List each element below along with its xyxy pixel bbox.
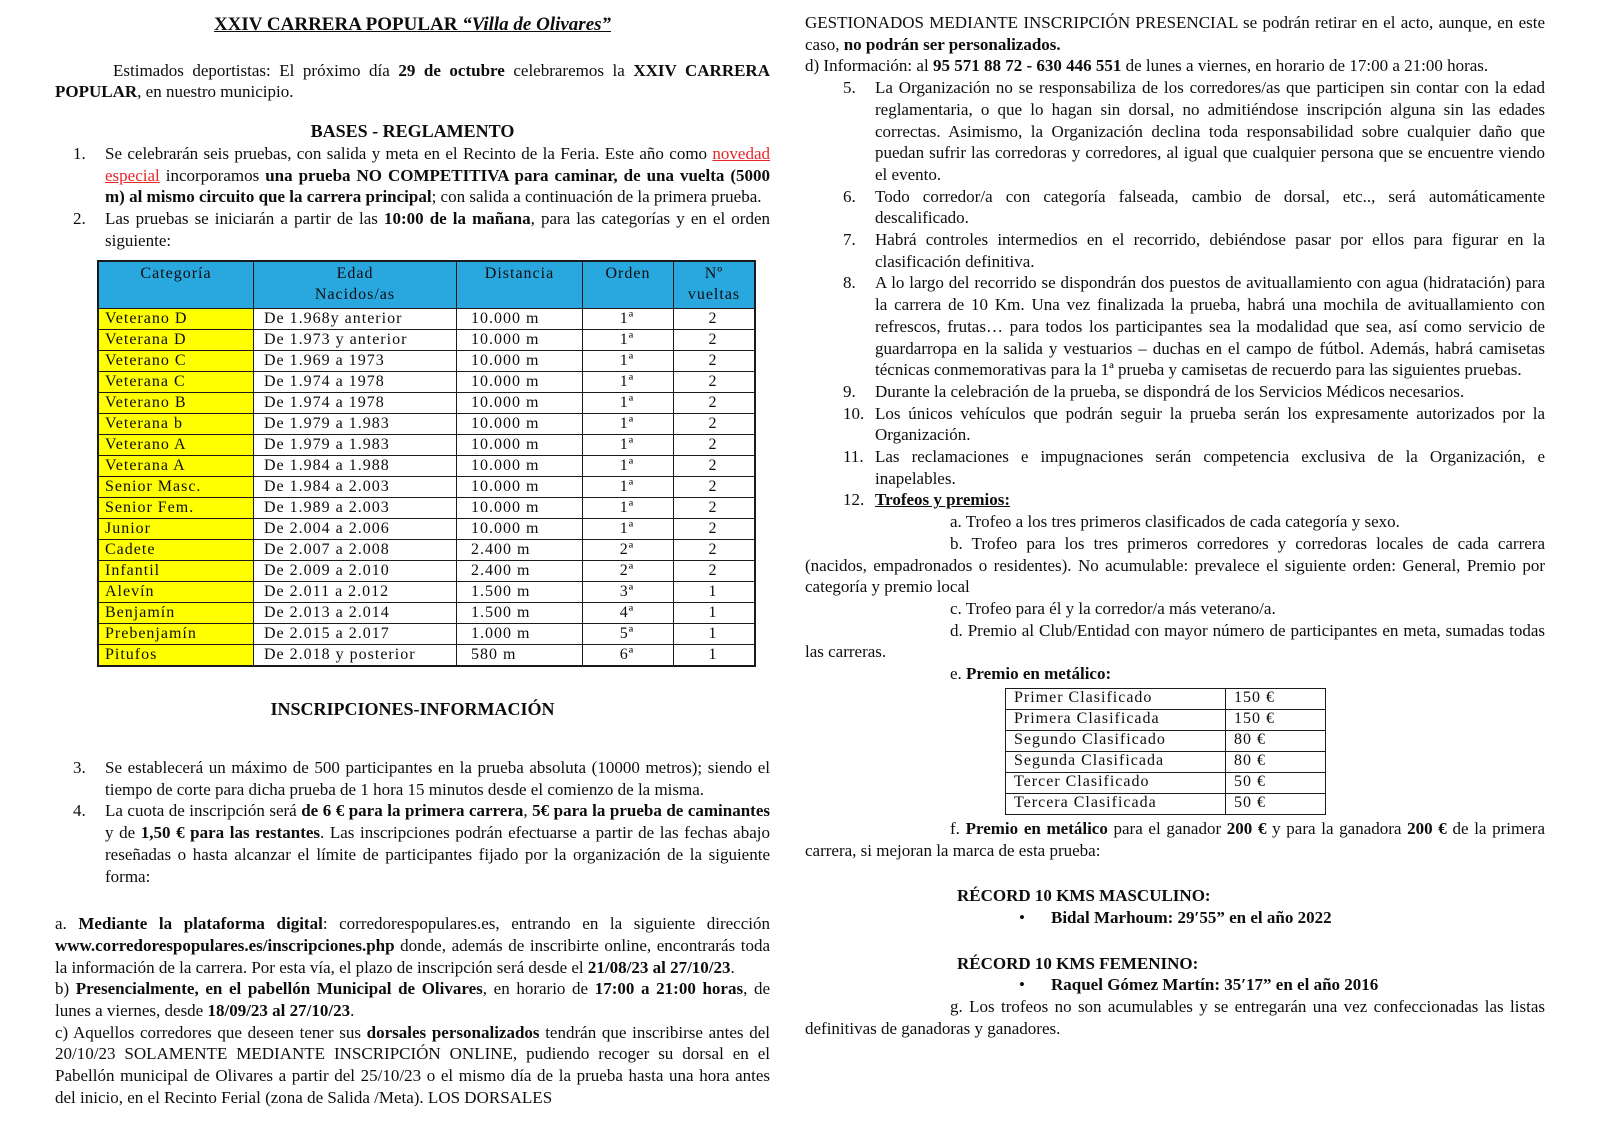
table-cell: 3ª [583, 582, 674, 603]
item-text [105, 801, 770, 885]
table-row [1006, 793, 1326, 814]
text-run: a. Trofeo a los tres primeros clasificados de cada categoría y sexo. [950, 512, 1400, 532]
trophy-item-e [805, 663, 1545, 685]
intro-paragraph [55, 60, 770, 103]
paragraph-b [55, 978, 770, 1021]
table-cell: 10.000 m [457, 477, 583, 498]
table-row [98, 582, 755, 603]
table-cell: 2 [674, 372, 756, 393]
item-number: 5. [843, 78, 856, 98]
item-number: 6. [843, 186, 856, 206]
text-run: tendrán que inscribirse antes del 20/10/23 SOLAMENTE MEDIANTE INSCRIPCIÓN ONLINE, pudiendo recoger su dorsal en el Pabellón municipal de Olivares a partir del 25/10/23 o el mismo día de la prueba hasta una hora antes del inicio, en el Recinto Ferial (zona de Salida /Meta). LOS DORSALES [55, 1022, 770, 1107]
text-run: . Las inscripciones podrán efectuarse a partir de las fechas abajo reseñadas o hasta alcanzar el límite de participantes fijado por la organización de la siguiente forma: [105, 823, 770, 886]
table-cell: 4ª [583, 603, 674, 624]
regulation-item-10 [805, 403, 1545, 446]
table-cell: 1ª [583, 393, 674, 414]
table-cell: Junior [98, 519, 254, 540]
regulation-item-4 [55, 800, 770, 887]
text-run: Todo corredor/a con categoría falseada, cambio de dorsal, etc.., será automáticamente descalificado. [875, 186, 1545, 228]
table-row [98, 603, 755, 624]
table-cell: 1ª [583, 351, 674, 372]
item-text [875, 78, 1545, 184]
table-cell: Segundo Clasificado [1006, 730, 1226, 751]
bullet-icon: • [1019, 975, 1025, 995]
table-cell: Infantil [98, 561, 254, 582]
text-run: b) [55, 979, 76, 999]
text-run: 17:00 a 21:00 horas [594, 979, 744, 999]
table-cell: 1ª [583, 456, 674, 477]
table-cell: De 1.979 a 1.983 [254, 435, 457, 456]
table-row [1006, 772, 1326, 793]
table-row [98, 645, 755, 667]
table-cell: 2ª [583, 561, 674, 582]
item-text [875, 490, 1010, 509]
table-cell: 2 [674, 561, 756, 582]
table-cell: De 2.011 a 2.012 [254, 582, 457, 603]
table-header-row [98, 261, 755, 309]
text-run: Se celebrarán seis pruebas, con salida y meta en el Recinto de la Feria. Este año como [105, 143, 713, 163]
table-row [98, 309, 755, 330]
categories-table [97, 260, 756, 667]
table-row [98, 498, 755, 519]
table-cell: 2 [674, 435, 756, 456]
table-cell: Tercer Clasificado [1006, 772, 1226, 793]
table-cell: 80 € [1226, 730, 1326, 751]
table-cell: 50 € [1226, 793, 1326, 814]
text-run: La cuota de inscripción será [105, 801, 302, 821]
text-run: de lunes a viernes, en horario de 17:00 a 21:00 horas. [1121, 56, 1489, 76]
table-cell: 150 € [1226, 688, 1326, 709]
item-text [875, 187, 1545, 228]
table-cell: 2 [674, 330, 756, 351]
table-cell: De 2.018 y posterior [254, 645, 457, 667]
table-cell: 2.400 m [457, 561, 583, 582]
text-run: no podrán ser personalizados. [843, 34, 1061, 54]
prize-money-table [1005, 688, 1326, 815]
table-cell: 10.000 m [457, 456, 583, 477]
paragraph-c [55, 1022, 770, 1109]
table-cell: 2 [674, 309, 756, 330]
table-row [98, 414, 755, 435]
item-number: 2. [73, 208, 86, 228]
column-header: Edad Nacidos/as [254, 261, 457, 309]
table-cell: De 1.973 y anterior [254, 330, 457, 351]
table-cell: Veterana b [98, 414, 254, 435]
regulation-item-6 [805, 186, 1545, 229]
table-cell: Tercera Clasificada [1006, 793, 1226, 814]
table-cell: 1ª [583, 435, 674, 456]
record-female-entry [805, 974, 1545, 996]
item-text [875, 382, 1464, 401]
regulation-item-2 [55, 208, 770, 251]
table-cell: 1ª [583, 309, 674, 330]
text-run: e. [950, 664, 967, 684]
text-run: 200 € [1226, 818, 1267, 838]
text-run: 200 € [1407, 818, 1447, 838]
table-cell: 2 [674, 477, 756, 498]
table-cell: 2 [674, 414, 756, 435]
record-male-text: Bidal Marhoum: 29′55” en el año 2022 [1051, 907, 1332, 927]
table-row [98, 372, 755, 393]
table-cell: 2 [674, 519, 756, 540]
regulation-item-11 [805, 446, 1545, 489]
table-cell: De 1.974 a 1978 [254, 393, 457, 414]
text-run: Las pruebas se iniciarán a partir de las [105, 208, 384, 228]
table-cell: 2ª [583, 540, 674, 561]
item-text [875, 273, 1545, 379]
table-cell: 1 [674, 603, 756, 624]
text-run: . [730, 957, 735, 977]
text-run: de la primera carrera, si mejoran la marca de esta prueba: [805, 818, 1545, 860]
table-cell: 2 [674, 498, 756, 519]
table-cell: Primera Clasificada [1006, 709, 1226, 730]
text-run: Habrá controles intermedios en el recorrido, debiéndose pasar por ellos para figurar en la clasificación definitiva. [875, 230, 1545, 271]
regulation-item-7 [805, 229, 1545, 272]
table-cell: De 1.969 a 1973 [254, 351, 457, 372]
table-cell: Veterana D [98, 330, 254, 351]
item-text [105, 209, 770, 250]
item-text [875, 404, 1545, 445]
table-cell: 2 [674, 351, 756, 372]
table-cell: De 2.007 a 2.008 [254, 540, 457, 561]
text-run: g. Los trofeos no son acumulables y se entregarán una vez confeccionadas las listas definitivas de ganadoras y ganadores. [805, 997, 1545, 1038]
regulation-item-9 [805, 381, 1545, 403]
table-cell: Veterana A [98, 456, 254, 477]
table-cell: 10.000 m [457, 414, 583, 435]
record-female-heading: RÉCORD 10 KMS FEMENINO: [957, 953, 1199, 973]
text-run: 18/09/23 al 27/10/23 [207, 1001, 351, 1021]
text-run: 21/08/23 al 27/10/23 [587, 957, 731, 977]
table-cell: Senior Fem. [98, 498, 254, 519]
text-run: 95 571 88 72 - 630 446 551 [932, 56, 1122, 76]
table-cell: 50 € [1226, 772, 1326, 793]
table-cell: 10.000 m [457, 393, 583, 414]
table-cell: 1ª [583, 414, 674, 435]
text-run: Presencialmente, en el pabellón Municipal de Olivares [75, 979, 483, 999]
table-row [1006, 730, 1326, 751]
text-run: ; con salida a continuación de la primera prueba. [431, 187, 762, 207]
bases-heading: BASES - REGLAMENTO [310, 121, 515, 142]
table-cell: 1ª [583, 498, 674, 519]
table-cell: 2 [674, 540, 756, 561]
table-cell: 150 € [1226, 709, 1326, 730]
table-cell: Segunda Clasificada [1006, 751, 1226, 772]
column-header: Categoría [98, 261, 254, 309]
left-column [55, 12, 770, 1109]
text-run: una prueba NO COMPETITIVA para caminar, de una vuelta (5000 m) al mismo circuito que la carrera principal [105, 165, 770, 207]
text-run: c. Trofeo para él y la corredor/a más veterano/a. [950, 598, 1276, 618]
item-number: 8. [843, 273, 856, 293]
table-cell: 2.400 m [457, 540, 583, 561]
table-cell: Cadete [98, 540, 254, 561]
text-run: Mediante la plataforma digital [78, 914, 323, 934]
text-run: , [523, 801, 533, 821]
regulation-item-8 [805, 272, 1545, 381]
table-cell: 10.000 m [457, 519, 583, 540]
text-run: d) Información: al [805, 56, 933, 76]
paragraph-a [55, 913, 770, 978]
table-cell: 6ª [583, 645, 674, 667]
table-cell: De 1.989 a 2.003 [254, 498, 457, 519]
item-number: 4. [73, 801, 86, 821]
record-male-entry [805, 907, 1545, 929]
table-row [98, 330, 755, 351]
text-run: 10:00 de la mañana [383, 208, 531, 228]
table-cell: 5ª [583, 624, 674, 645]
item-number: 12. [843, 490, 865, 510]
text-run: c) Aquellos corredores que deseen tener sus [55, 1022, 367, 1042]
table-row [98, 393, 755, 414]
table-cell: Veterano B [98, 393, 254, 414]
text-run: La Organización no se responsabiliza de los corredores/as que participen sin contar con la edad reglamentaria, o que lo hagan sin dorsal, no admitiéndose inscripción alguna sin las edades correctas. Asimismo, la Organización declina toda responsabilidad sobre cualquier daño que puedan sufrir las corredoras y corredores, al igual que cualquier persona que se encuentre viendo el evento. [875, 78, 1545, 184]
text-run: Premio en metálico [965, 818, 1108, 838]
trophy-item-d [805, 620, 1545, 663]
table-cell: 580 m [457, 645, 583, 667]
text-run: 29 de octubre [398, 60, 505, 80]
table-cell: 10.000 m [457, 372, 583, 393]
table-row [98, 540, 755, 561]
item-text [105, 144, 770, 206]
item-text [105, 758, 770, 799]
table-cell: Veterano C [98, 351, 254, 372]
table-row [98, 456, 755, 477]
table-cell: 80 € [1226, 751, 1326, 772]
table-cell: 10.000 m [457, 351, 583, 372]
text-run: para el ganador [1107, 818, 1227, 838]
column-header: Distancia [457, 261, 583, 309]
continuation-paragraph [805, 12, 1545, 55]
table-cell: De 2.015 a 2.017 [254, 624, 457, 645]
table-cell: Senior Masc. [98, 477, 254, 498]
table-cell: De 1.974 a 1978 [254, 372, 457, 393]
text-run: , en horario de [482, 979, 595, 999]
bullet-icon: • [1019, 907, 1025, 927]
table-cell: 1ª [583, 372, 674, 393]
text-run: d. Premio al Club/Entidad con mayor número de participantes en meta, sumadas todas las carreras. [805, 620, 1545, 662]
table-cell: 1.000 m [457, 624, 583, 645]
table-cell: 1 [674, 645, 756, 667]
item-number: 1. [73, 143, 86, 163]
trophy-item-c [805, 598, 1545, 620]
text-run: incorporamos [159, 165, 266, 185]
table-row [1006, 751, 1326, 772]
text-run: Se establecerá un máximo de 500 participantes en la prueba absoluta (10000 metros); siendo el tiempo de corte para dicha prueba de 1 hora 15 minutos desde el comienzo de la misma. [105, 758, 770, 799]
table-cell: 10.000 m [457, 309, 583, 330]
text-run: Trofeos y premios: [875, 490, 1011, 510]
table-cell: 1.500 m [457, 603, 583, 624]
text-run: 5€ para la prueba de caminantes [532, 801, 771, 821]
text-run: “Villa de Olivares” [462, 14, 612, 35]
table-row [98, 519, 755, 540]
table-cell: 1.500 m [457, 582, 583, 603]
text-run: , en nuestro municipio. [137, 82, 294, 102]
table-row [98, 561, 755, 582]
text-run: A lo largo del recorrido se dispondrán dos puestos de avituallamiento con agua (hidratación) para la carrera de 10 Km. Una vez finalizada la prueba, habrá una mochila de avituallamiento con refrescos, frutas… para todos los participantes sea la modalidad que sea, así como servicio de guardarropa en la salida y vestuarios – duchas en el campo de fútbol. Además, habrá camisetas técnicas conmemorativas para la 1ª prueba y camisetas de recuerdo para las siguientes pruebas. [875, 273, 1545, 380]
text-run: novedad especial [105, 143, 770, 185]
trophy-item-f [805, 818, 1545, 861]
table-cell: De 2.009 a 2.010 [254, 561, 457, 582]
inscripciones-heading: INSCRIPCIONES-INFORMACIÓN [270, 699, 555, 720]
regulation-item-12 [805, 489, 1545, 511]
regulation-item-3 [55, 757, 770, 800]
text-run: celebraremos la [504, 60, 634, 80]
record-female-text: Raquel Gómez Martín: 35′17” en el año 2016 [1051, 975, 1379, 995]
document-title [55, 14, 770, 36]
text-run: 1,50 € para las restantes [140, 823, 321, 843]
text-run: GESTIONADOS MEDIANTE INSCRIPCIÓN PRESENCIAL se podrán retirar en el acto, aunque, en este caso, [805, 13, 1545, 54]
item-number: 11. [843, 447, 864, 467]
table-row [98, 435, 755, 456]
trophy-item-g [805, 996, 1545, 1039]
trophy-item-b [805, 533, 1545, 598]
text-run: Los únicos vehículos que podrán seguir la prueba serán los expresamente autorizados por la Organización. [875, 403, 1545, 445]
table-cell: Veterana C [98, 372, 254, 393]
text-run: b. Trofeo para los tres primeros corredores y corredoras locales de cada carrera (nacidos, empadronados o residentes). No acumulable: prevalece el siguiente orden: General, Premio por categoría y premio local [805, 533, 1545, 597]
paragraph-d [805, 55, 1545, 77]
text-run: f. [950, 818, 966, 838]
text-run: de 6 € para la primera carrera [301, 801, 524, 821]
table-cell: 10.000 m [457, 435, 583, 456]
table-cell: Prebenjamín [98, 624, 254, 645]
item-text [875, 230, 1545, 271]
text-run: Premio en metálico: [966, 664, 1112, 684]
text-run: . [350, 1001, 355, 1021]
table-row [1006, 709, 1326, 730]
item-number: 10. [843, 403, 865, 423]
table-cell: 1ª [583, 519, 674, 540]
text-run: www.corredorespopulares.es/inscripciones.php [55, 935, 395, 955]
table-cell: De 2.013 a 2.014 [254, 603, 457, 624]
table-cell: Veterano A [98, 435, 254, 456]
record-male-heading: RÉCORD 10 KMS MASCULINO: [957, 886, 1211, 906]
column-header: Nº vueltas [674, 261, 756, 309]
table-cell: 1 [674, 624, 756, 645]
text-run: donde, además de inscribirte online, encontrarás toda la información de la carrera. Por esta vía, el plazo de inscripción será desde el [55, 935, 770, 977]
table-cell: Primer Clasificado [1006, 688, 1226, 709]
table-cell: De 1.968y anterior [254, 309, 457, 330]
text-run: a. [55, 914, 79, 934]
trophy-item-a [805, 511, 1545, 533]
text-run: Las reclamaciones e impugnaciones serán competencia exclusiva de la Organización, e inapelables. [875, 447, 1545, 488]
table-cell: 10.000 m [457, 330, 583, 351]
text-run: XXIV CARRERA POPULAR [55, 60, 770, 102]
text-run: y de [105, 823, 141, 843]
table-cell: Alevín [98, 582, 254, 603]
text-run: , para las categorías y en el orden siguiente: [105, 208, 770, 250]
table-cell: 2 [674, 456, 756, 477]
table-cell: De 1.984 a 1.988 [254, 456, 457, 477]
right-column [805, 12, 1545, 1039]
text-run: dorsales personalizados [366, 1022, 540, 1042]
text-run: XXIV CARRERA POPULAR [213, 14, 463, 35]
regulation-item-5 [805, 77, 1545, 186]
item-number: 9. [843, 381, 856, 401]
table-cell: De 2.004 a 2.006 [254, 519, 457, 540]
item-text [875, 447, 1545, 488]
table-cell: De 1.979 a 1.983 [254, 414, 457, 435]
text-run: Durante la celebración de la prueba, se dispondrá de los Servicios Médicos necesarios. [875, 381, 1465, 401]
text-run: Estimados deportistas: El próximo día [113, 60, 399, 80]
text-run: : corredorespopulares.es, entrando en la siguiente dirección [322, 914, 770, 934]
table-row [98, 624, 755, 645]
table-row [1006, 688, 1326, 709]
table-cell: Benjamín [98, 603, 254, 624]
table-cell: Pitufos [98, 645, 254, 667]
regulation-item-1 [55, 143, 770, 208]
table-cell: Veterano D [98, 309, 254, 330]
item-number: 3. [73, 758, 86, 778]
table-row [98, 477, 755, 498]
table-row [98, 351, 755, 372]
text-run: , de lunes a viernes, desde [55, 979, 770, 1021]
table-cell: De 1.984 a 2.003 [254, 477, 457, 498]
column-header: Orden [583, 261, 674, 309]
table-cell: 10.000 m [457, 498, 583, 519]
item-number: 7. [843, 230, 856, 250]
table-cell: 2 [674, 393, 756, 414]
table-cell: 1ª [583, 330, 674, 351]
table-cell: 1 [674, 582, 756, 603]
text-run: y para la ganadora [1266, 818, 1408, 838]
table-cell: 1ª [583, 477, 674, 498]
